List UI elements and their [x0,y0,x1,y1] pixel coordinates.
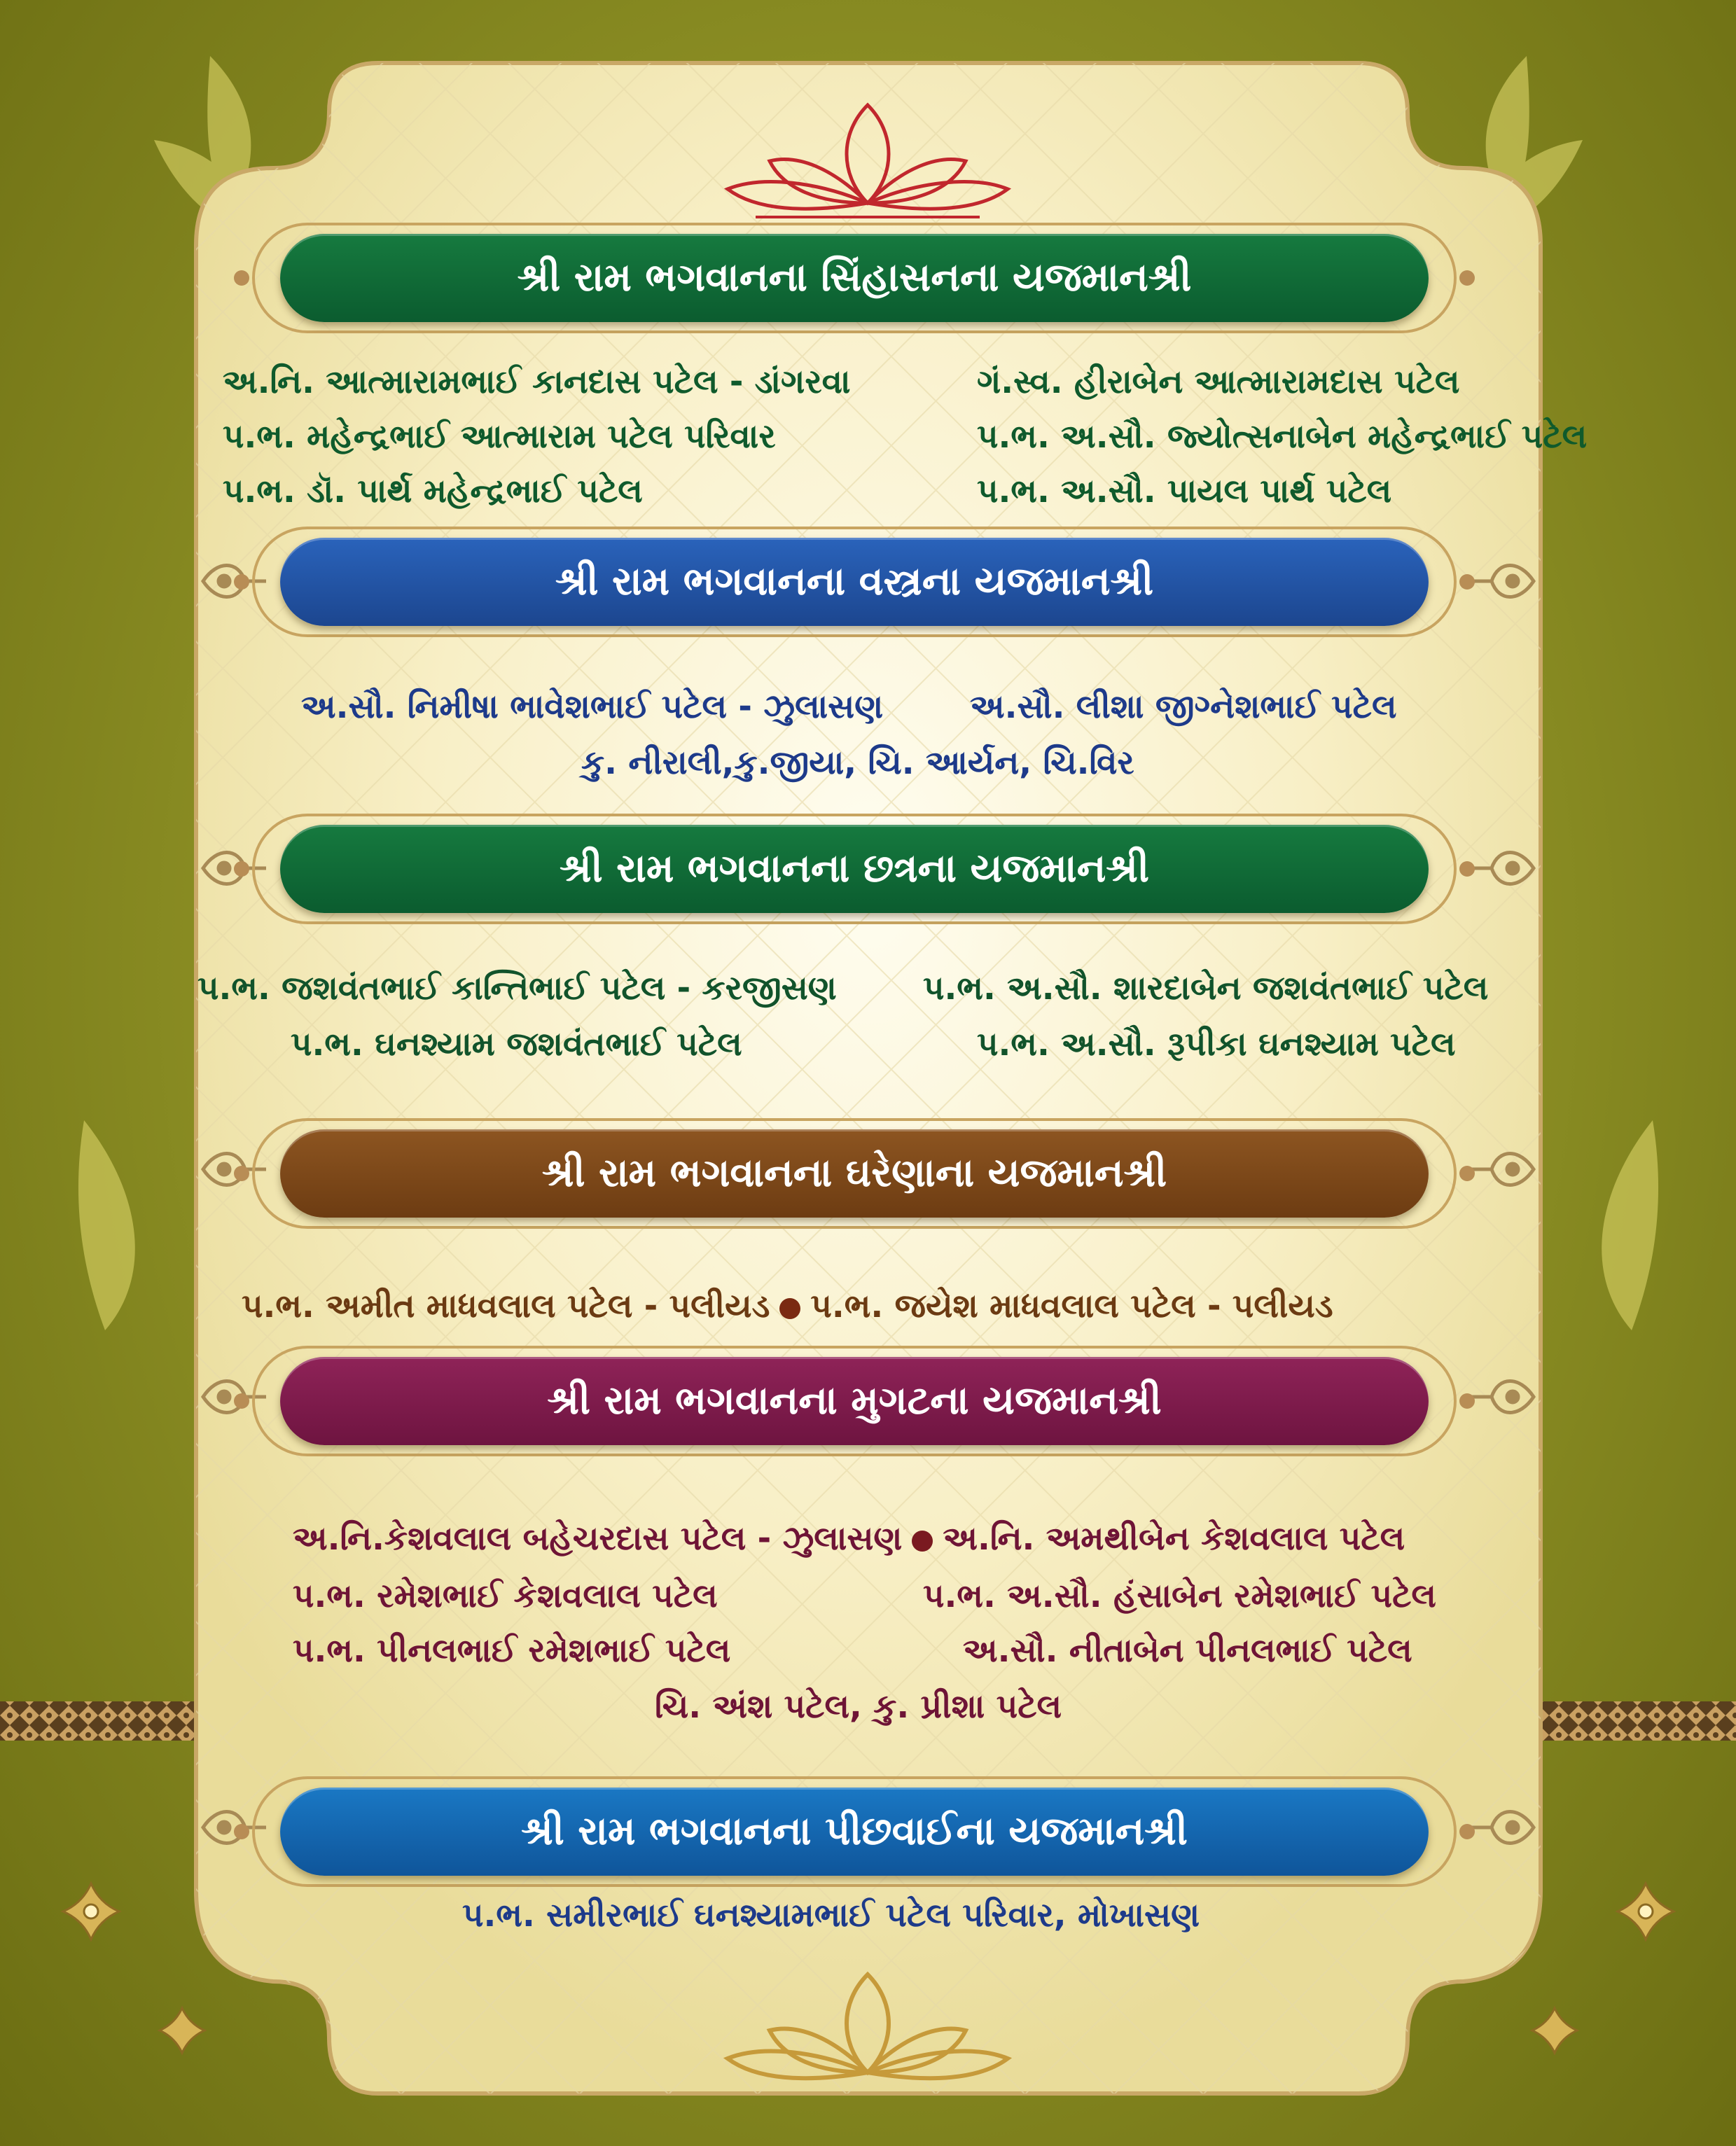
section-title-clothes: શ્રી રામ ભગવાનના વસ્ત્રના યજમાનશ્રી [280,538,1429,626]
host-line: પ.ભ. પીનલભાઈ રમેશભાઈ પટેલ [293,1631,731,1670]
section-title-crown: શ્રી રામ ભગવાનના મુગટના યજમાનશ્રી [280,1357,1429,1445]
host-line: પ.ભ. અ.સૌ. રૂપીકા ઘનશ્યામ પટેલ [977,1025,1456,1064]
host-line [293,1519,1405,1559]
host-line: પ.ભ. અ.સૌ. હંસાબેન રમેશભાઈ પટેલ [923,1577,1436,1615]
host-line: પ.ભ. ઘનશ્યામ જશવંતભાઈ પટેલ [291,1025,742,1064]
section-title-jewels: શ્રી રામ ભગવાનના ઘરેણાના યજમાનશ્રી [280,1129,1429,1218]
host-name-right: પ.ભ. જયેશ માધવલાલ પટેલ - પલીયડ [810,1287,1333,1325]
host-line [242,1287,1333,1326]
host-line: પ.ભ. ડૉ. પાર્થ મહેન્દ્રભાઈ પટેલ [223,472,643,510]
host-line: અ.સૌ. નીતાબેન પીનલભાઈ પટેલ [963,1631,1412,1670]
host-name-left: અ.નિ.કેશવલાલ બહેચરદાસ પટેલ - ઝુલાસણ [293,1519,903,1558]
host-name-left: પ.ભ. અમીત માધવલાલ પટેલ - પલીયડ [242,1287,770,1325]
host-line: કુ. નીરાલી,કુ.જીયા, ચિ. આર્યન, ચિ.વિર [581,744,1134,782]
host-line: અ.સૌ. લીશા જીગ્નેશભાઈ પટેલ [970,688,1397,726]
section-title-throne: શ્રી રામ ભગવાનના સિંહાસનના યજમાનશ્રી [280,234,1429,322]
host-line: પ.ભ. અ.સૌ. શારદાબેન જશવંતભાઈ પટેલ [923,969,1489,1008]
host-line: પ.ભ. અ.સૌ. પાયલ પાર્થ પટેલ [977,472,1392,510]
host-line: અ.સૌ. નિમીષા ભાવેશભાઈ પટેલ - ઝુલાસણ [301,688,884,726]
host-line: પ.ભ. જશવંતભાઈ કાન્તિભાઈ પટેલ - કરજીસણ [197,969,837,1008]
host-line: પ.ભ. રમેશભાઈ કેશવલાલ પટેલ [293,1577,718,1615]
host-line: પ.ભ. મહેન્દ્રભાઈ આત્મારામ પટેલ પરિવાર [223,417,776,456]
section-title-backdrop: શ્રી રામ ભગવાનના પીછવાઈના યજમાનશ્રી [280,1788,1429,1876]
host-line: પ.ભ. અ.સૌ. જ્યોત્સનાબેન મહેન્દ્રભાઈ પટેલ [977,417,1588,456]
host-line: અ.નિ. આત્મારામભાઈ કાનદાસ પટેલ - ડાંગરવા [223,363,851,401]
host-line: ચિ. અંશ પટેલ, કુ. પ્રીશા પટેલ [655,1687,1062,1726]
host-line: ગં.સ્વ. હીરાબેન આત્મારામદાસ પટેલ [977,363,1460,401]
section-title-umbrella: શ્રી રામ ભગવાનના છત્રના યજમાનશ્રી [280,825,1429,913]
host-name-right: અ.નિ. અમથીબેન કેશવલાલ પટેલ [943,1519,1405,1558]
bullet-dot-icon [779,1298,800,1319]
bullet-dot-icon [912,1531,933,1552]
host-line: પ.ભ. સમીરભાઈ ઘનશ્યામભાઈ પટેલ પરિવાર, મોખાસણ [462,1896,1200,1935]
